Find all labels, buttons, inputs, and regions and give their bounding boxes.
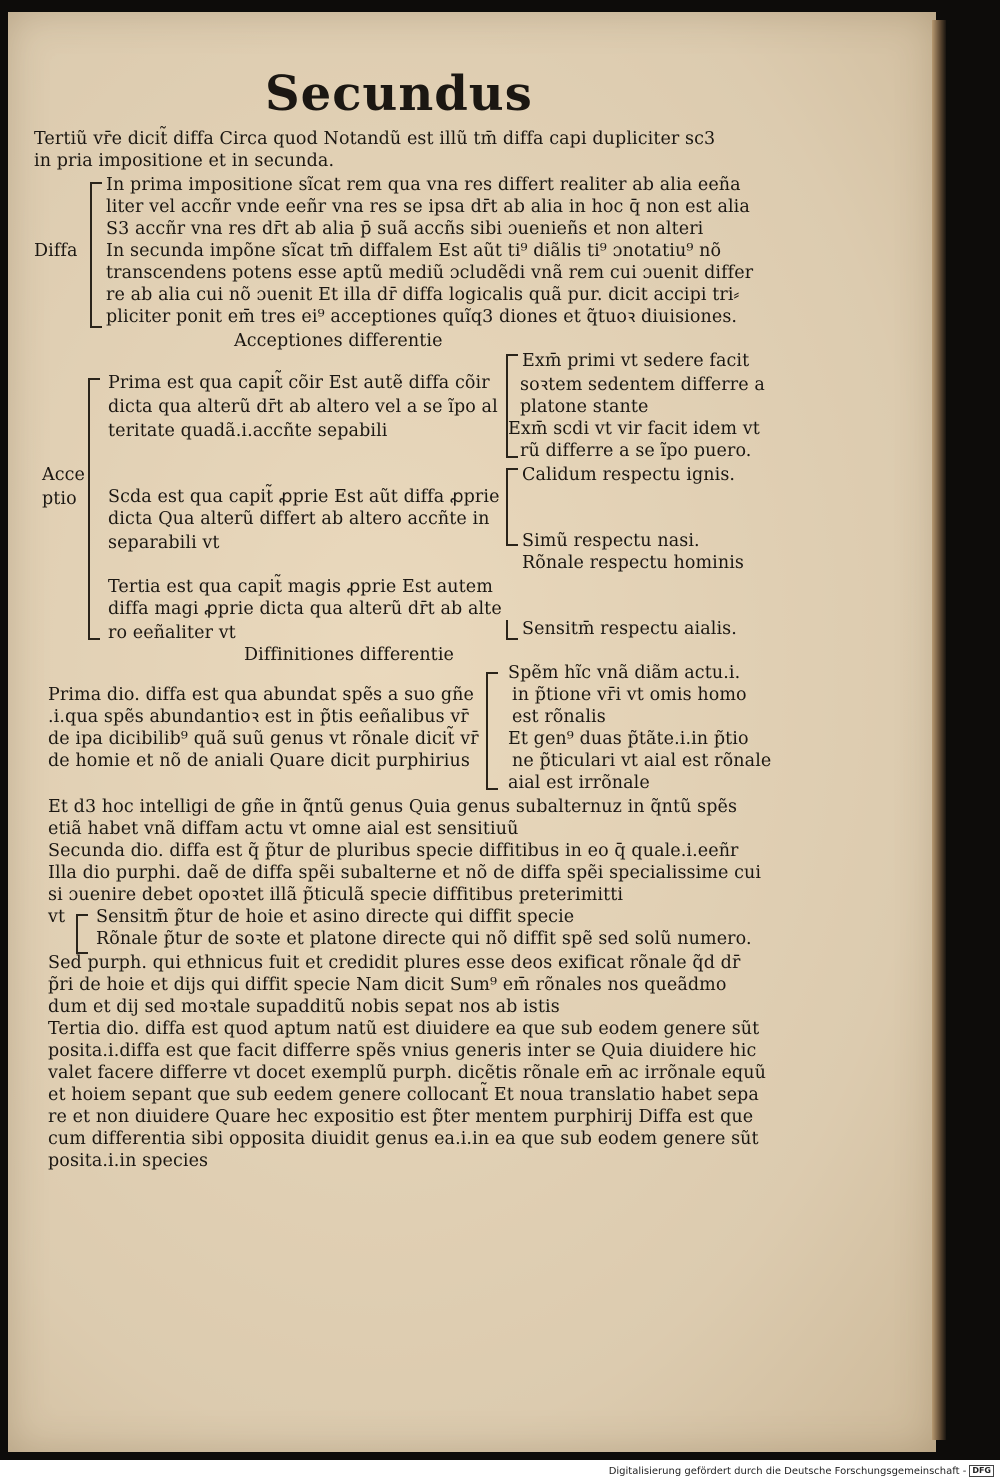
bracket-tick [486,788,498,790]
bracket-tick [76,914,88,916]
text-line: vt [48,907,66,927]
text-line: Tertia est qua capit̃ magis ꝓprie Est autem [108,577,493,597]
text-line: p̃ri de hoie et dijs qui diffit specie Nam dicit Sum⁹ em̄ rõnales nos queãdmo [48,975,727,995]
text-line: platone stante [520,397,649,417]
text-line: cum differentia sibi opposita diuidit genus ea.i.in ea que sub eodem genere sũt [48,1129,759,1149]
text-line: diffa magi ꝓprie dicta qua alterũ dr̄t ab alte [108,599,502,619]
text-line: In secunda impõne sĩcat tm̄ diffalem Est aũt ti⁹ diãlis ti⁹ ɔnotatiu⁹ nõ [106,241,722,261]
bracket-tick [90,182,102,184]
text-line: Exm̄ primi vt sedere facit [522,351,750,371]
bracket-tick [506,456,518,458]
text-line: teritate quadã.i.accñte sepabili [108,421,388,441]
text-line: et hoiem sepant que sub eedem genere collocant̃ Et noua translatio habet sepa [48,1085,759,1105]
bracket [506,354,508,458]
bracket [76,914,78,954]
footer-credit [600,1464,994,1480]
bracket-tick [506,638,518,640]
bracket-tick [506,544,518,546]
text-line: dum et dij sed moꝛtale supadditũ nobis sepat nos ab istis [48,997,560,1017]
text-line: transcendens potens esse aptũ mediũ ɔcludẽdi vnã rem cui ɔuenit differ [106,263,754,283]
text-line: soꝛtem sedentem differre a [520,375,765,395]
text-line: in p̃tione vr̄i vt omis homo [512,685,747,705]
bracket [506,620,508,640]
text-line: S3 accñr vna res dr̄t ab alia p̄ suã accñs sibi ɔuenieñs et non alteri [106,219,704,239]
text-line: Sensitm̄ p̃tur de hoie et asino directe qui diffit specie [96,907,575,927]
text-line: dicta qua alterũ dr̄t ab altero vel a se ĩpo al [108,397,498,417]
text-line: re et non diuidere Quare hec expositio est p̃ter mentem purphirij Diffa est que [48,1107,754,1127]
section-heading: Acceptiones differentie [234,331,443,351]
text-line: Spẽm hĩc vnã diãm actu.i. [508,663,741,683]
bracket [90,182,92,328]
text-line: in pria impositione et in secunda. [34,151,335,171]
text-line: posita.i.in species [48,1151,209,1171]
page-gutter [932,20,946,1440]
text-line: Illa dio purphi. daẽ de diffa spẽi subalterne et nõ de diffa spẽi specialissime cui [48,863,762,883]
text-line: Exm̄ scdi vt vir facit idem vt [508,419,760,439]
text-line: aial est irrõnale [508,773,650,793]
margin-note: Diffa [34,241,78,261]
text-line: pliciter ponit em̄ tres ei⁹ acceptiones quĩq3 diones et q̃tuoꝛ diuisiones. [106,307,738,327]
text-line: posita.i.diffa est que facit differre spẽs vnius generis inter se Quia diuidere hic [48,1041,757,1061]
text-line: Rõnale p̃tur de soꝛte et platone directe qui nõ diffit spẽ sed solũ numero. [96,929,752,949]
dfg-logo: DFG [969,1465,994,1477]
text-line: liter vel accñr vnde eeñr vna res se ipsa dr̄t ab alia in hoc q̄ non est alia [106,197,750,217]
bracket-tick [88,378,100,380]
text-line: .i.qua spẽs abundantioꝛ est in p̃tis eeñalibus vr̄ [48,707,469,727]
bracket-tick [506,354,518,356]
margin-note: Acce [42,465,85,485]
bracket-tick [506,468,518,470]
text-line: dicta Qua alterũ differt ab altero accñte in [108,509,490,529]
text-line: Secunda dio. diffa est q̃ p̃tur de pluribus specie diffitibus in eo q̄ quale.i.eeñr [48,841,739,861]
text-line: Sensitm̄ respectu aialis. [522,619,737,639]
text-line: Tertia dio. diffa est quod aptum natũ est diuidere ea que sub eodem genere sũt [48,1019,760,1039]
text-line: Prima est qua capit̃ cõir Est autẽ diffa cõir [108,373,490,393]
bracket [88,378,90,640]
text-line: In prima impositione sĩcat rem qua vna res differt realiter ab alia eeña [106,175,741,195]
text-line: si ɔuenire debet opoꝛtet illã p̃ticulã specie diffitibus preterimitti [48,885,624,905]
text-line: valet facere differre vt docet exemplũ purph. dicẽtis rõnale em̄ ac irrõnale equũ [48,1063,766,1083]
text-line: Calidum respectu ignis. [522,465,736,485]
text-line: ro eeñaliter vt [108,623,236,643]
footer-text: Digitalisierung gefördert durch die Deutsche Forschungsgemeinschaft - [608,1466,967,1477]
bracket-tick [90,326,102,328]
text-line: Tertiũ vr̄e dicit̃ diffa Circa quod Notandũ est illũ tm̄ diffa capi dupliciter sc3 [34,129,716,149]
bracket-tick [486,672,498,674]
text-line: Simũ respectu nasi. [522,531,700,551]
margin-note: ptio [42,489,77,509]
text-line: rũ differre a se ĩpo puero. [520,441,752,461]
text-line: de homie et nõ de aniali Quare dicit purphirius [48,751,470,771]
text-line: est rõnalis [512,707,606,727]
text-line: Prima dio. diffa est qua abundat spẽs a suo gñe [48,685,474,705]
page-title: Secundus [265,66,533,122]
text-line: de ipa dicibilib⁹ quã suũ genus vt rõnale dicit̃ vr̄ [48,729,479,749]
bracket [486,672,488,790]
text-line: Et d3 hoc intelligi de gñe in q̃ntũ genus Quia genus subalternuz in q̃ntũ spẽs [48,797,738,817]
text-line: ne p̃ticulari vt aial est rõnale [512,751,772,771]
text-line: Rõnale respectu hominis [522,553,745,573]
bracket-tick [88,638,100,640]
text-line: Scda est qua capit̃ ꝓprie Est aũt diffa ꝓprie [108,487,500,507]
text-line: etiã habet vnã diffam actu vt omne aial est sensitiuũ [48,819,519,839]
text-line: Sed purph. qui ethnicus fuit et credidit plures esse deos exificat rõnale q̃d dr̄ [48,953,741,973]
section-heading: Diffinitiones differentie [244,645,454,665]
text-line: Et gen⁹ duas p̃tãte.i.in p̃tio [508,729,749,749]
text-line: re ab alia cui nõ ɔuenit Et illa dr̄ diffa logicalis quã pur. dicit accipi tri⸗ [106,285,740,305]
text-line: separabili vt [108,533,220,553]
bracket [506,468,508,546]
